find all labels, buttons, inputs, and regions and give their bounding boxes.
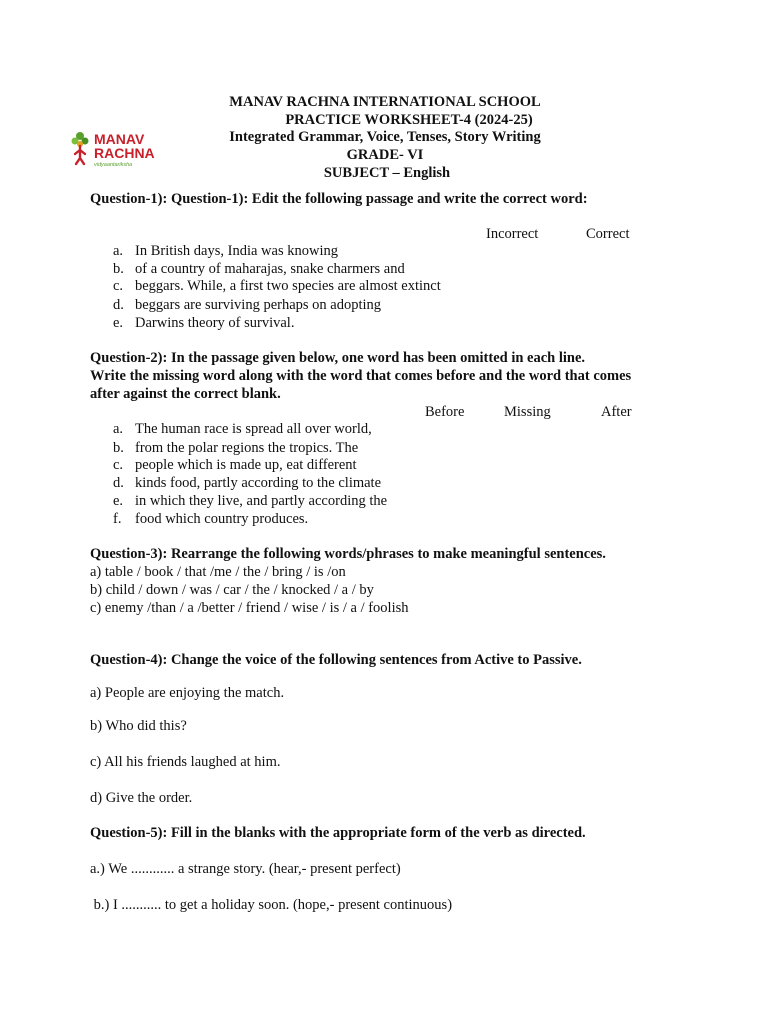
list-marker: a.: [113, 421, 124, 437]
q4-item-d: d) Give the order.: [90, 790, 193, 806]
list-text: beggars. While, a first two species are almost extinct: [135, 278, 441, 294]
list-marker: e.: [113, 315, 124, 331]
school-logo: [70, 128, 168, 170]
q3-title: Question-3): Rearrange the following words/phrases to make meaningful sentences.: [90, 546, 606, 562]
q1-title: Question-1): Question-1): Edit the following passage and write the correct word:: [90, 191, 588, 207]
q2-col-before: Before: [425, 404, 465, 420]
q5-title: Question-5): Fill in the blanks with the appropriate form of the verb as directed.: [90, 825, 586, 841]
logo-word-rachna: RACHNA: [94, 145, 155, 161]
list-text: food which country produces.: [135, 511, 309, 527]
q3-item-a: a) table / book / that /me / the / bring / is /on: [90, 564, 346, 580]
list-item: [113, 243, 338, 260]
list-item: [113, 421, 372, 438]
list-marker: d.: [113, 475, 124, 491]
list-text: people which is made up, eat different: [135, 457, 357, 473]
list-item: [113, 475, 381, 492]
list-marker: a.: [113, 243, 124, 259]
q4-title: Question-4): Change the voice of the following sentences from Active to Passive.: [90, 652, 582, 668]
q2-title-line3: after against the correct blank.: [90, 386, 281, 402]
subject-label: SUBJECT – English: [323, 165, 451, 181]
q5-item-a: a.) We ............ a strange story. (hear,- present perfect): [90, 861, 401, 877]
school-name: MANAV RACHNA INTERNATIONAL SCHOOL: [229, 94, 541, 110]
list-text: The human race is spread all over world,: [135, 421, 372, 437]
list-marker: b.: [113, 440, 124, 456]
list-text: Darwins theory of survival.: [135, 315, 295, 331]
q2-title-line2: Write the missing word along with the word that comes before and the word that comes: [90, 368, 632, 384]
list-text: in which they live, and partly according the: [135, 493, 388, 509]
logo-word-manav: MANAV: [94, 131, 145, 147]
list-item: [113, 297, 381, 314]
list-text: of a country of maharajas, snake charmers and: [135, 261, 405, 277]
logo-tagline: vidyaantariksha: [94, 162, 133, 168]
q3-item-b: b) child / down / was / car / the / knocked / a / by: [90, 582, 374, 598]
grade-label: GRADE- VI: [346, 147, 424, 163]
q3-item-c: c) enemy /than / a /better / friend / wise / is / a / foolish: [90, 600, 409, 616]
list-text: from the polar regions the tropics. The: [135, 440, 359, 456]
list-item: [113, 511, 308, 528]
q2-col-after: After: [601, 404, 632, 420]
list-text: kinds food, partly according to the climate: [135, 475, 382, 491]
q4-item-a: a) People are enjoying the match.: [90, 685, 285, 701]
list-text: beggars are surviving perhaps on adopting: [135, 297, 382, 313]
list-marker: e.: [113, 493, 124, 509]
q2-title-line1: Question-2): In the passage given below, one word has been omitted in each line.: [90, 350, 586, 366]
q4-item-c: c) All his friends laughed at him.: [90, 754, 281, 770]
list-marker: f.: [113, 511, 122, 527]
tree-figure-icon: [72, 132, 89, 164]
list-marker: d.: [113, 297, 124, 313]
worksheet-title: PRACTICE WORKSHEET-4 (2024-25): [285, 112, 533, 128]
q5-item-b: b.) I ........... to get a holiday soon. (hope,- present continuous): [90, 897, 453, 913]
list-item: [113, 457, 357, 474]
list-item: [113, 261, 405, 278]
list-item: [113, 278, 441, 295]
q1-col-incorrect: Incorrect: [486, 226, 539, 242]
worksheet-topics: Integrated Grammar, Voice, Tenses, Story Writing: [229, 129, 541, 145]
list-item: [113, 440, 358, 457]
list-marker: b.: [113, 261, 124, 277]
list-text: In British days, India was knowing: [135, 243, 338, 259]
q4-item-b: b) Who did this?: [90, 718, 187, 734]
list-marker: c.: [113, 457, 124, 473]
q1-col-correct: Correct: [586, 226, 630, 242]
list-marker: c.: [113, 278, 124, 294]
q2-col-missing: Missing: [504, 404, 551, 420]
list-item: [113, 493, 387, 510]
list-item: [113, 315, 294, 332]
